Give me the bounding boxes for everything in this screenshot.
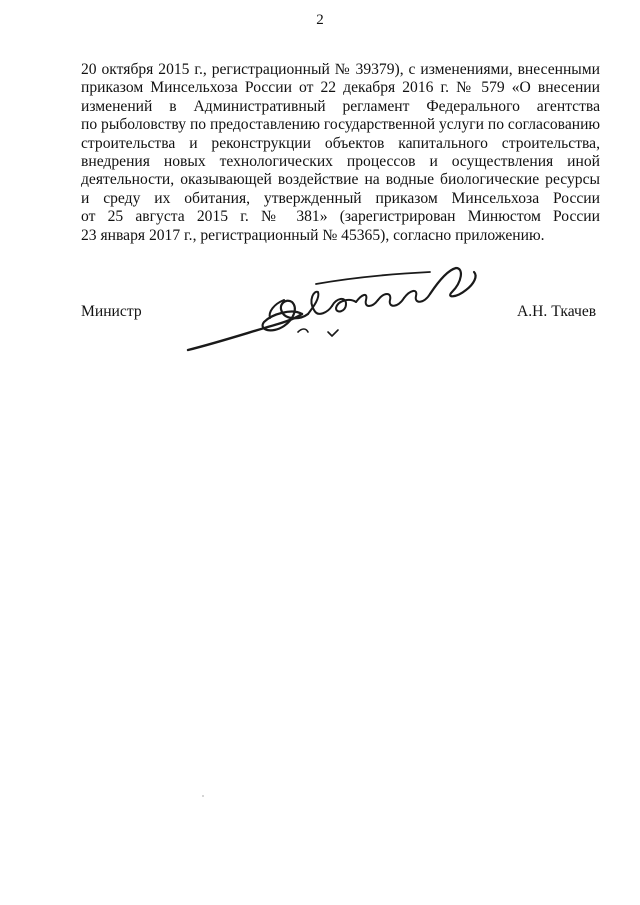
body-line: 20 октября 2015 г., регистрационный № 39379), с изменениями, внесенными: [81, 61, 600, 78]
body-line: и среду их обитания, утвержденный приказом Минсельхоза России: [81, 189, 600, 207]
handwritten-signature: [180, 262, 490, 362]
signer-role: Министр: [81, 303, 142, 320]
body-line: изменений в Административный регламент Федерального агентства: [81, 97, 600, 115]
page-number: 2: [316, 12, 324, 28]
scan-speck: [202, 795, 204, 797]
body-line: по рыболовству по предоставлению государственной услуги по согласованию: [81, 116, 601, 134]
body-line: от 25 августа 2015 г. № 381» (зарегистрирован Минюстом России: [81, 208, 600, 226]
body-line: 23 января 2017 г., регистрационный № 45365), согласно приложению.: [81, 226, 545, 244]
body-line: приказом Минсельхоза России от 22 декабря 2016 г. № 579 «О внесении: [81, 79, 600, 97]
body-line: деятельности, оказывающей воздействие на водные биологические ресурсы: [81, 171, 600, 189]
signer-name: А.Н. Ткачев: [517, 303, 597, 320]
body-line: внедрения новых технологических процессов и осуществления иной: [81, 153, 600, 171]
body-line: строительства и реконструкции объектов капитального строительства,: [81, 134, 600, 152]
